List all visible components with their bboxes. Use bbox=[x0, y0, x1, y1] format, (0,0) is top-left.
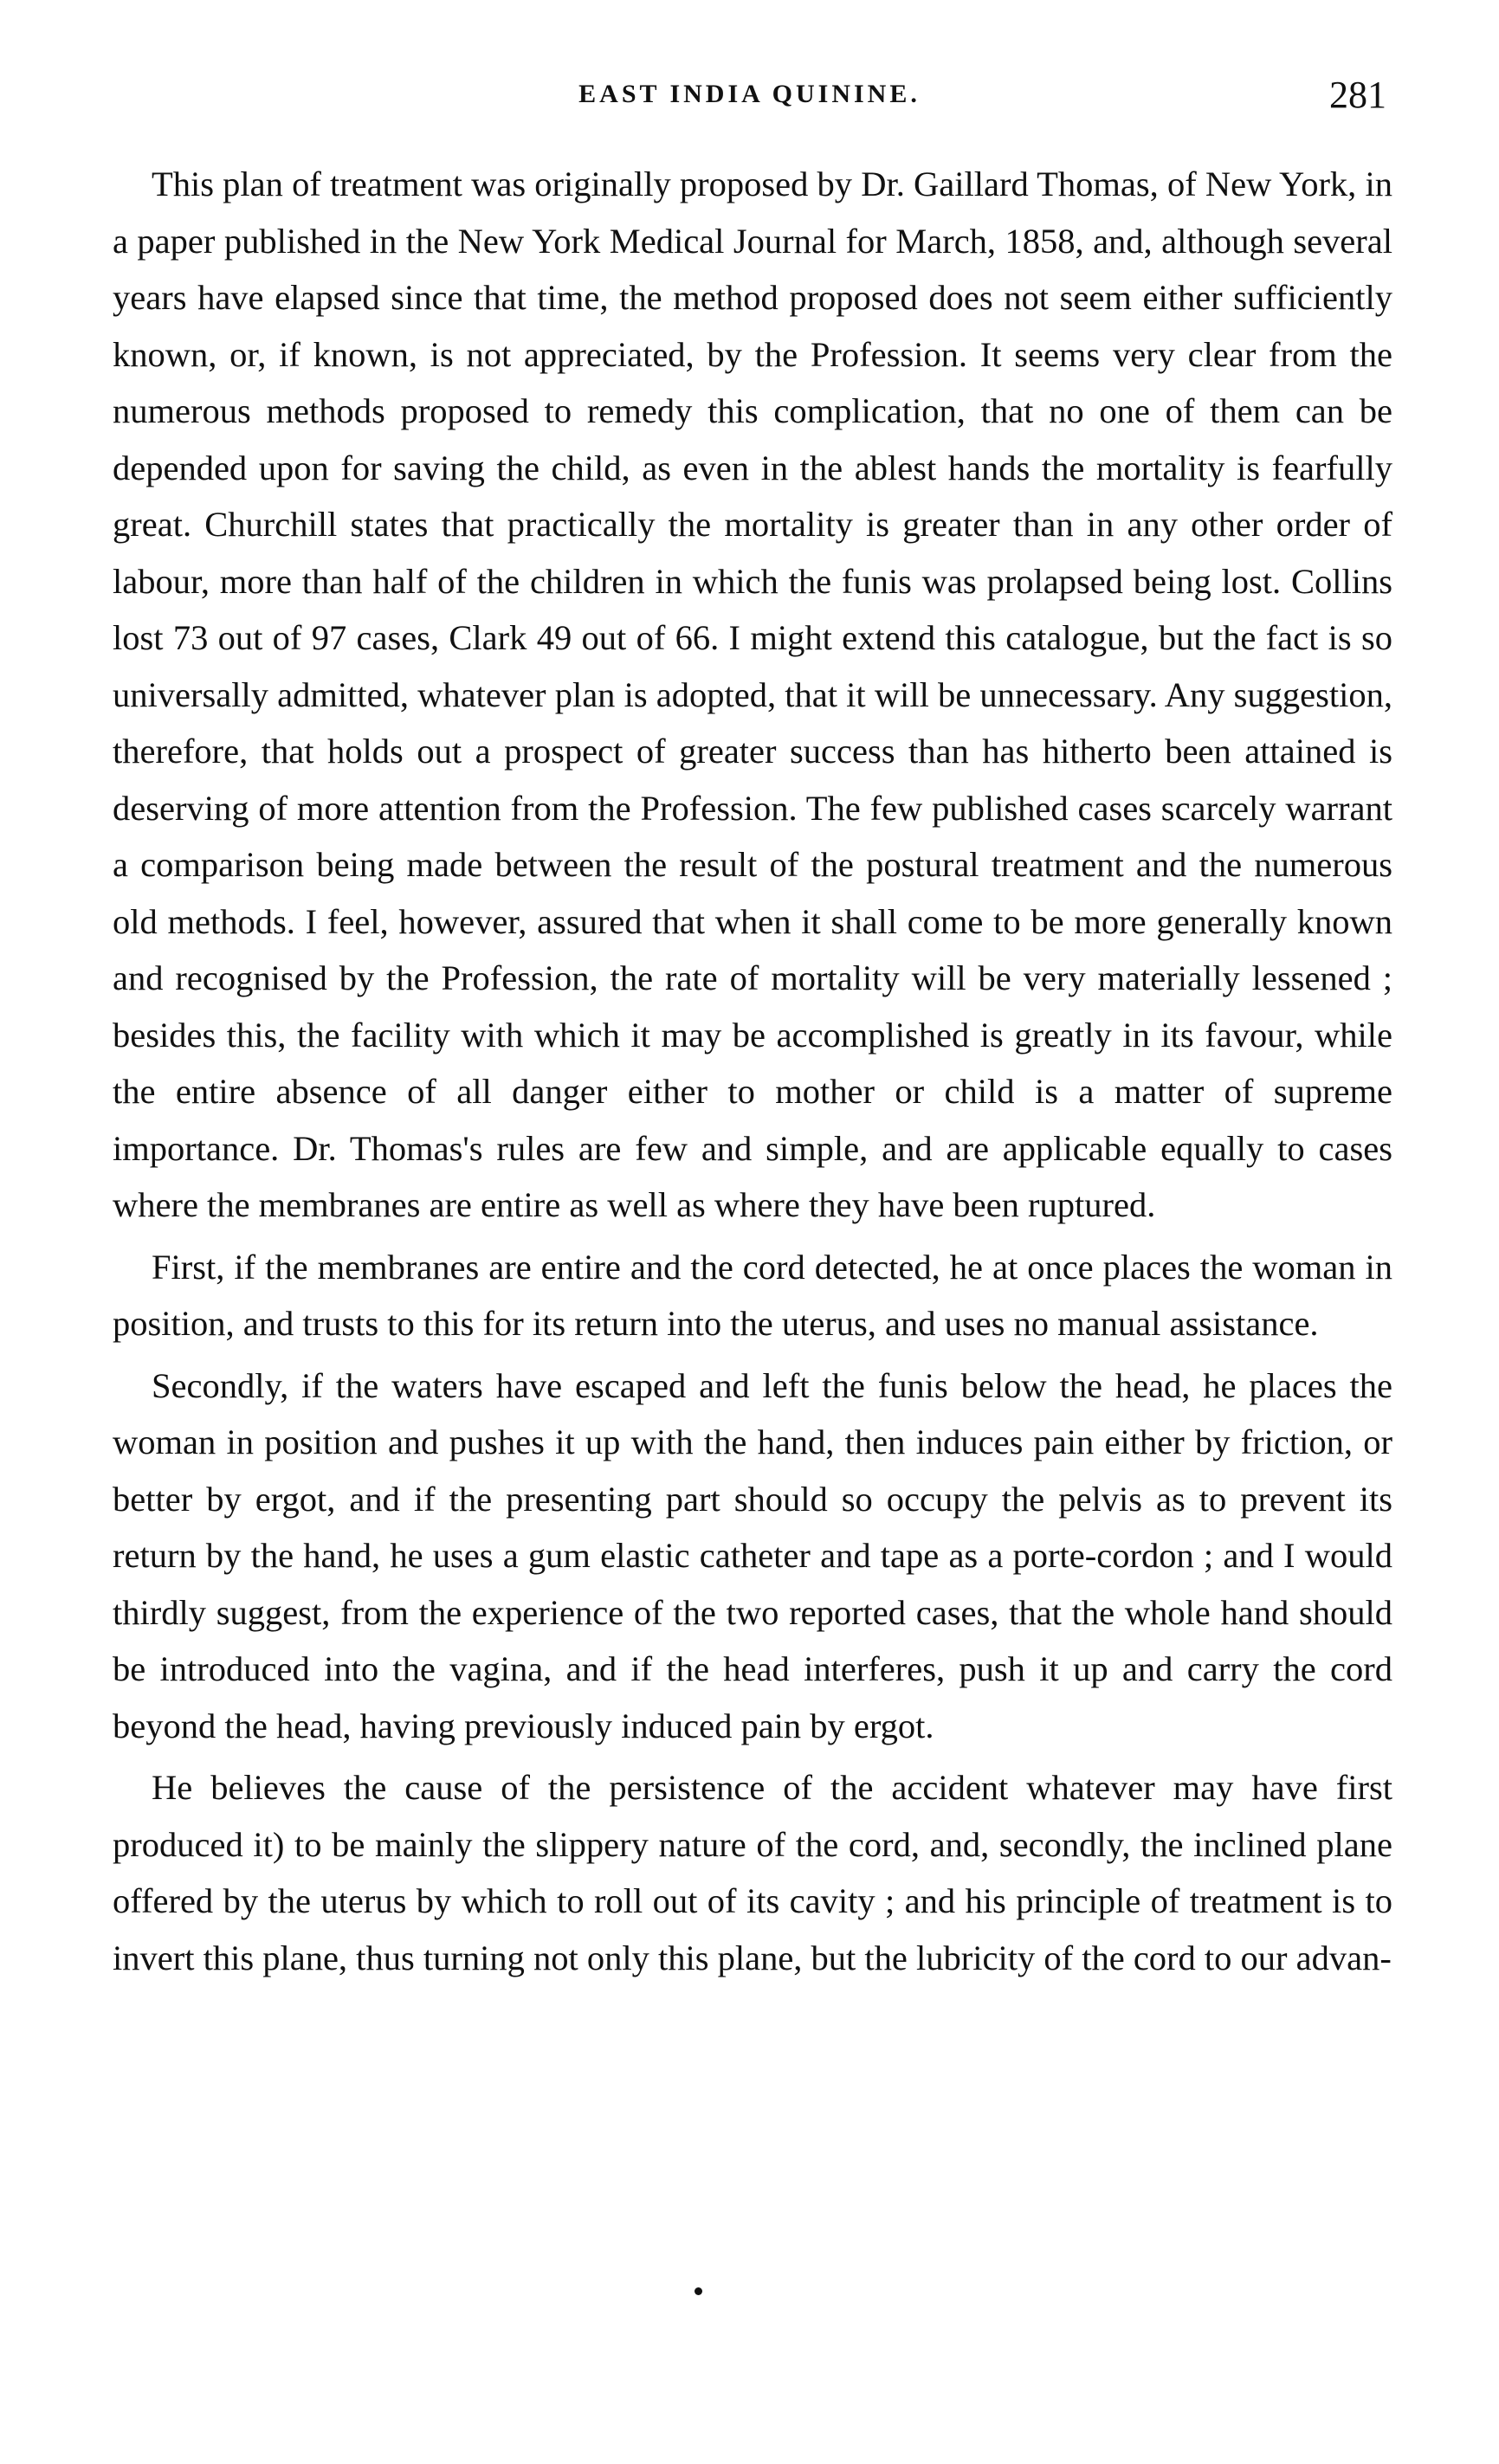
running-header bbox=[0, 73, 1499, 125]
page-number: 281 bbox=[1329, 74, 1386, 116]
paragraph: This plan of treatment was originally proposed by Dr. Gaillard Thomas, of New York, in a paper published in the New York Medical Journal for March, 1858, and, although several years have elapsed since that time, the method proposed does not seem either sufficiently known, or, if known, is not appreciated, by the Profession. It seems very clear from the numerous methods proposed to remedy this complication, that no one of them can be depended upon for saving the child, as even in the ablest hands the mortality is fearfully great. Churchill states that practically the mortality is greater than in any other order of labour, more than half of the children in which the funis was prolapsed being lost. Collins lost 73 out of 97 cases, Clark 49 out of 66. I might extend this catalogue, but the fact is so universally admitted, whatever plan is adopted, that it will be unnecessary. Any suggestion, therefore, that holds out a prospect of greater success than has hitherto been attained is deserving of more attention from the Profession. The few published cases scarcely warrant a comparison being made between the result of the postural treatment and the numerous old methods. I feel, however, assured that when it shall come to be more generally known and recognised by the Profession, the rate of mortality will be very materially lessened ; besides this, the facility with which it may be accomplished is greatly in its favour, while the entire absence of all danger either to mother or child is a matter of supreme importance. Dr. Thomas's rules are few and simple, and are applicable equally to cases where the membranes are entire as well as where they have been ruptured. bbox=[113, 164, 1392, 1224]
paragraph: Secondly, if the waters have escaped and left the funis below the head, he places the woman in position and pushes it up with the hand, then induces pain either by friction, or better by ergot, and if the presenting part should so occupy the pelvis as to prevent its return by the hand, he uses a gum elastic catheter and tape as a porte-cordon ; and I would thirdly suggest, from the experience of the two reported cases, that the whole hand should be introduced into the vagina, and if the head interferes, push it up and carry the cord beyond the head, having previously induced pain by ergot. bbox=[113, 1365, 1392, 1745]
paragraph: First, if the membranes are entire and the cord detected, he at once places the woman in position, and trusts to this for its return into the uterus, and uses no manual assistance. bbox=[113, 1247, 1392, 1343]
running-title: EAST INDIA QUININE. bbox=[578, 80, 921, 108]
body-text bbox=[113, 156, 1392, 1986]
print-dot-mark bbox=[695, 2287, 702, 2295]
paragraph: He believes the cause of the persistence of the accident whatever may have first produced it) to be mainly the slippery nature of the cord, and, secondly, the inclined plane offered by the uterus by which to roll out of its cavity ; and his principle of treatment is to invert this plane, thus turning not only this plane, but the lubricity of the cord to our advan- bbox=[113, 1768, 1392, 1977]
